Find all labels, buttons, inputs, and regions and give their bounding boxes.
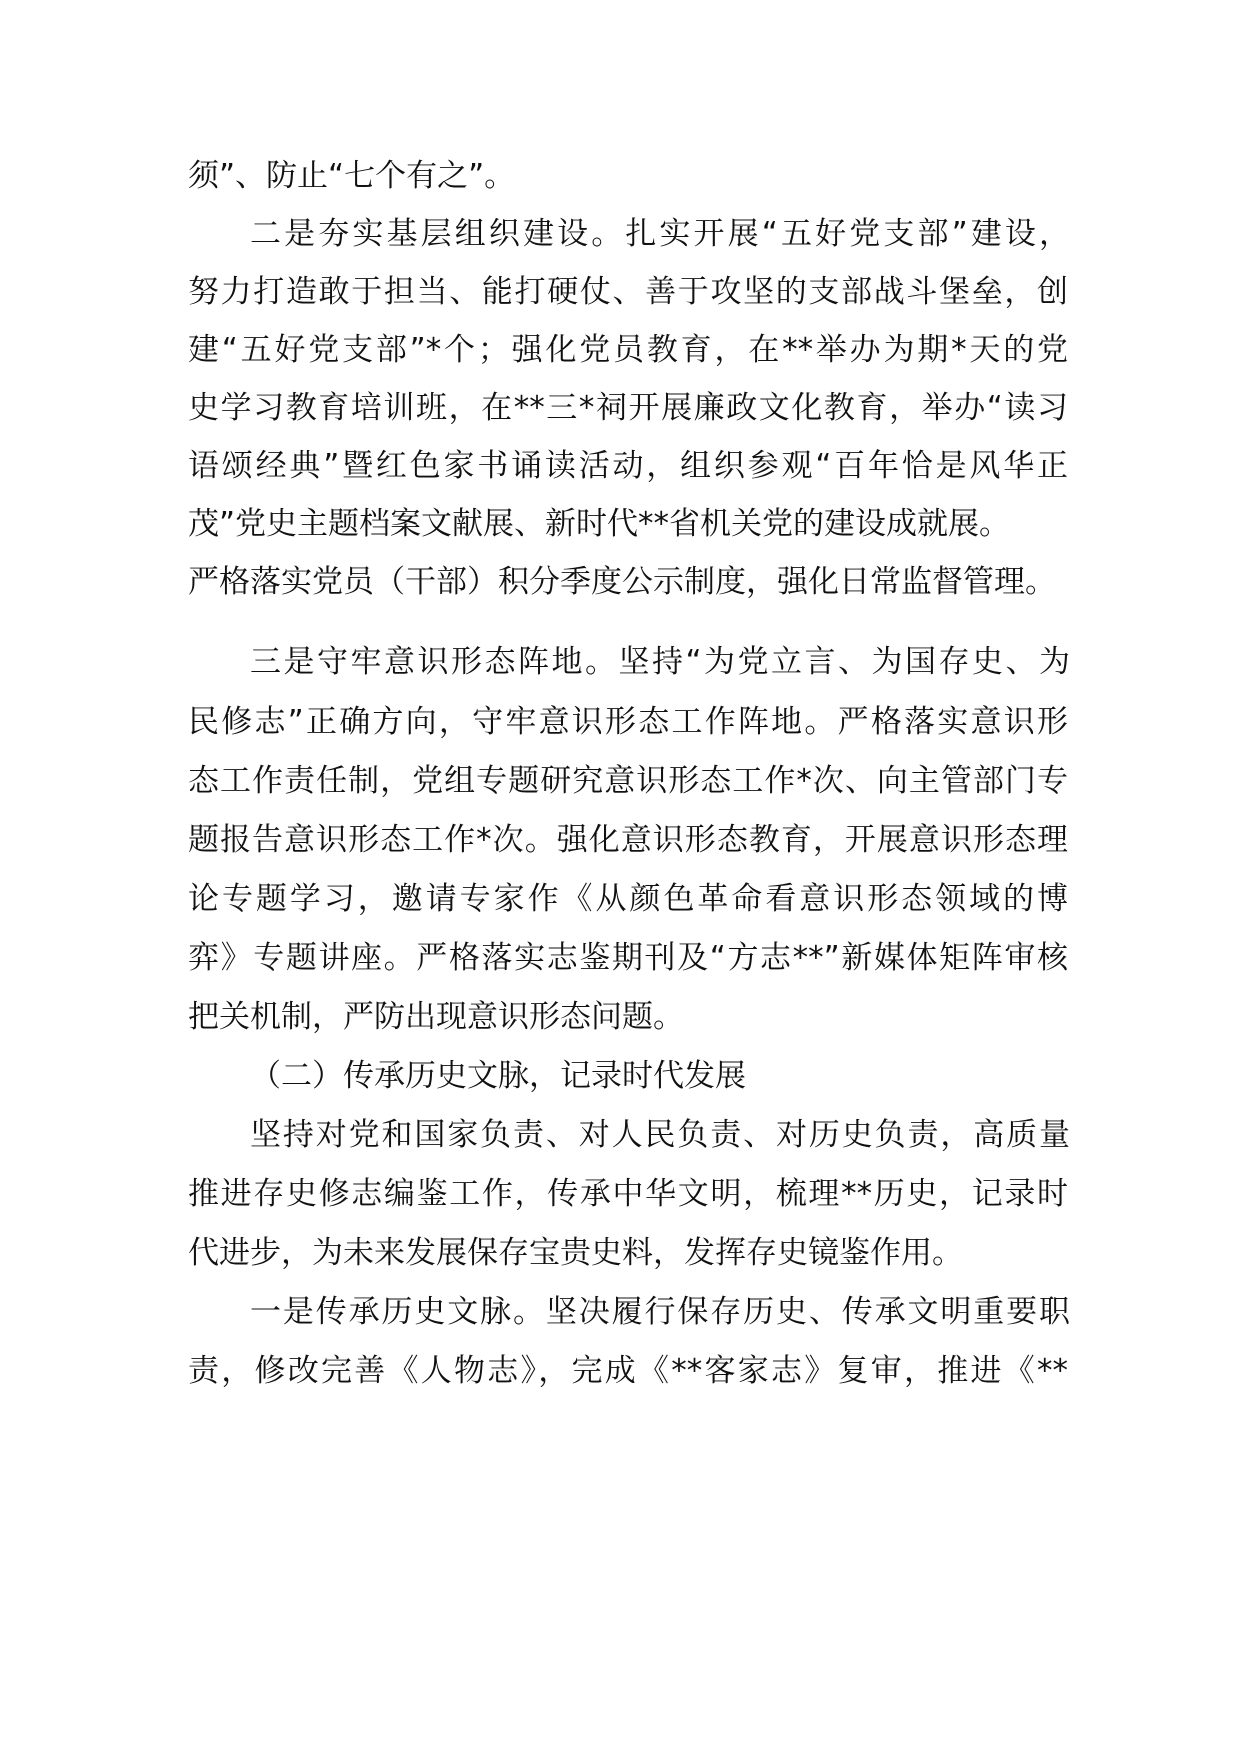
paragraph-line: 推进存史修志编鉴工作，传承中华文明，梳理**历史，记录时 xyxy=(188,1176,1068,1212)
paragraph-line: 二是夯实基层组织建设。扎实开展“五好党支部”建设， xyxy=(250,216,1070,252)
paragraph-line: 建“五好党支部”*个；强化党员教育，在**举办为期*天的党 xyxy=(188,332,1068,368)
paragraph-line: 三是守牢意识形态阵地。坚持“为党立言、为国存史、为 xyxy=(250,644,1070,680)
paragraph-line: 民修志”正确方向，守牢意识形态工作阵地。严格落实意识形 xyxy=(188,704,1068,740)
paragraph-line: 把关机制，严防出现意识形态问题。 xyxy=(188,999,684,1035)
paragraph-line: 须”、防止“七个有之”。 xyxy=(188,158,516,194)
paragraph-line: 坚持对党和国家负责、对人民负责、对历史负责，高质量 xyxy=(250,1117,1070,1153)
paragraph-line: 一是传承历史文脉。坚决履行保存历史、传承文明重要职 xyxy=(250,1294,1070,1330)
paragraph-line: 弈》专题讲座。严格落实志鉴期刊及“方志**”新媒体矩阵审核 xyxy=(188,940,1068,976)
paragraph-line: 史学习教育培训班，在**三*祠开展廉政文化教育，举办“读习 xyxy=(188,390,1068,426)
section-heading: （二）传承历史文脉，记录时代发展 xyxy=(250,1058,746,1094)
paragraph-line: 题报告意识形态工作*次。强化意识形态教育，开展意识形态理 xyxy=(188,822,1068,858)
paragraph-line: 严格落实党员（干部）积分季度公示制度，强化日常监督管理。 xyxy=(188,564,1056,600)
paragraph-line: 努力打造敢于担当、能打硬仗、善于攻坚的支部战斗堡垒，创 xyxy=(188,274,1068,310)
paragraph-line: 代进步，为未来发展保存宝贵史料，发挥存史镜鉴作用。 xyxy=(188,1235,963,1271)
paragraph-line: 论专题学习，邀请专家作《从颜色革命看意识形态领域的博 xyxy=(188,881,1068,917)
paragraph-line: 责，修改完善《人物志》，完成《**客家志》复审，推进《** xyxy=(188,1353,1068,1389)
paragraph-line: 语颂经典”暨红色家书诵读活动，组织参观“百年恰是风华正 xyxy=(188,448,1068,484)
paragraph-line: 茂”党史主题档案文献展、新时代**省机关党的建设成就展。 xyxy=(188,506,1011,542)
paragraph-line: 态工作责任制，党组专题研究意识形态工作*次、向主管部门专 xyxy=(188,763,1068,799)
